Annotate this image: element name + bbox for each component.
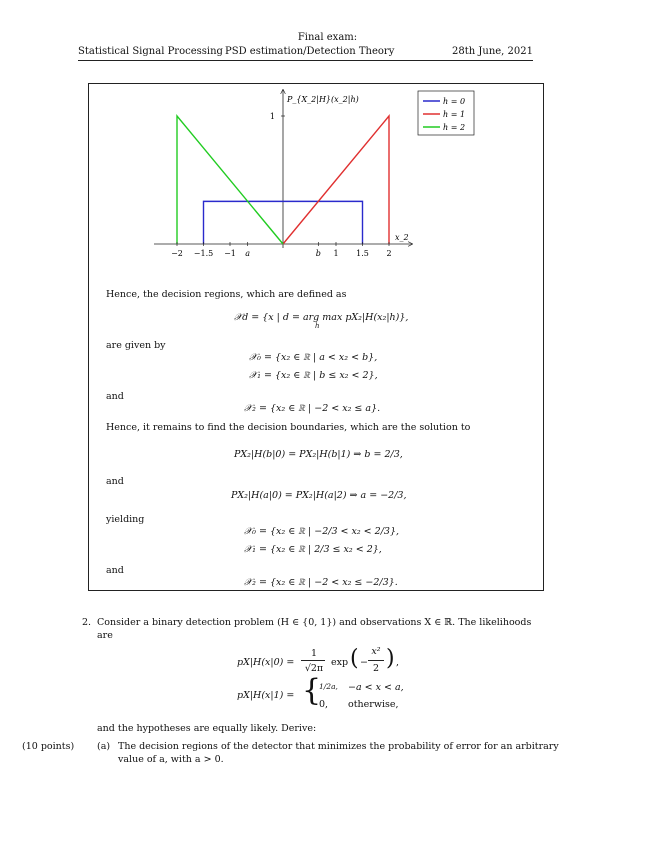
chart-axes <box>154 90 412 248</box>
region-x0: 𝒳₀ = {x₂ ∈ ℝ | a < x₂ < b}, <box>249 352 378 363</box>
legend-label-2: h = 2 <box>443 123 466 132</box>
likelihood1-lhs: pX|H(x|1) = <box>237 690 295 701</box>
equally-likely-text: and the hypotheses are equally likely. Derive: <box>97 723 317 734</box>
case2-condition: otherwise, <box>348 699 399 710</box>
paren-right: ) <box>386 646 395 671</box>
course-name: Statistical Signal Processing <box>78 46 223 57</box>
given-by-text: are given by <box>106 340 166 351</box>
x-tick-label: a <box>245 249 251 258</box>
yielding-text: yielding <box>106 514 145 525</box>
case1-condition: −a < x < a, <box>348 682 404 693</box>
x-tick-label: −1.5 <box>193 249 214 258</box>
likelihood0-inner-bar <box>368 660 384 661</box>
y-axis-label: P_{X_2|H}(x_2|h) <box>287 95 359 104</box>
x-tick-label: −2 <box>171 249 183 258</box>
region-x1: 𝒳₁ = {x₂ ∈ ℝ | b ≤ x₂ < 2}, <box>249 370 378 381</box>
legend-label-1: h = 1 <box>443 110 466 119</box>
points-label: (10 points) <box>22 741 75 752</box>
exam-topic: PSD estimation/Detection Theory <box>225 46 395 57</box>
likelihood0-frac-num: 1 <box>310 648 318 659</box>
minus-sign: − <box>360 657 368 668</box>
part-a-line2: value of a, with a > 0. <box>118 754 224 765</box>
exam-title: Final exam: <box>297 32 358 43</box>
problem-number: 2. <box>82 617 92 628</box>
part-a-line1: The decision regions of the detector that minimizes the probability of error for an arbitrary <box>118 741 559 752</box>
remains-text: Hence, it remains to find the decision boundaries, which are the solution to <box>106 422 471 433</box>
likelihood0-exp: exp <box>331 657 349 668</box>
series-line-1 <box>283 116 389 244</box>
series-line-2 <box>177 116 283 244</box>
likelihood0-inner-den: 2 <box>372 663 380 674</box>
decision-region-definition: 𝒳d = {x | d = arg max pX₂|H(x₂|h)}, <box>234 312 409 323</box>
paren-left: ( <box>350 646 359 671</box>
likelihood0-lhs: pX|H(x|0) = <box>237 657 295 668</box>
final-region-x0: 𝒳₀ = {x₂ ∈ ℝ | −2/3 < x₂ < 2/3}, <box>244 526 400 537</box>
header-row <box>78 46 533 60</box>
solution-intro: Hence, the decision regions, which are defined as <box>106 289 347 300</box>
and-text-1: and <box>106 391 124 402</box>
x-tick-label: −1 <box>224 249 236 258</box>
cases-brace: { <box>302 673 322 708</box>
x-tick-label: 1 <box>333 249 339 258</box>
comma: , <box>396 657 400 668</box>
region-x2: 𝒳₂ = {x₂ ∈ ℝ | −2 < x₂ ≤ a}. <box>244 403 381 414</box>
argmax-subscript: h <box>315 322 320 330</box>
final-region-x1: 𝒳₁ = {x₂ ∈ ℝ | 2/3 ≤ x₂ < 2}, <box>244 544 382 555</box>
boundary-b-equation: PX₂|H(b|0) = PX₂|H(b|1) ⇒ b = 2/3, <box>234 449 403 460</box>
part-a-label: (a) <box>97 741 111 752</box>
likelihood0-frac-bar <box>301 660 325 661</box>
header-rule <box>78 60 533 61</box>
y-tick-label: 1 <box>269 112 275 121</box>
and-text-2: and <box>106 476 124 487</box>
and-text-3: and <box>106 565 124 576</box>
case1-value: 1/2a, <box>319 682 338 691</box>
x-tick-label: 2 <box>386 249 392 258</box>
likelihood0-inner-num: x² <box>371 646 381 657</box>
case2-value: 0, <box>319 699 329 710</box>
x-axis-label: x_2 <box>395 233 409 242</box>
chart-legend <box>418 91 474 135</box>
exam-date: 28th June, 2021 <box>452 46 533 57</box>
problem-text-line1: Consider a binary detection problem (H ∈ {0, 1}) and observations X ∈ ℝ. The likelihoods <box>97 617 532 628</box>
x-tick-label: 1.5 <box>356 249 369 258</box>
boundary-a-equation: PX₂|H(a|0) = PX₂|H(a|2) ⇒ a = −2/3, <box>231 490 407 501</box>
final-region-x2: 𝒳₂ = {x₂ ∈ ℝ | −2 < x₂ ≤ −2/3}. <box>244 577 398 588</box>
problem-text-line2: are <box>97 630 113 641</box>
legend-label-0: h = 0 <box>443 97 466 106</box>
x-tick-label: b <box>315 249 321 258</box>
likelihood-chart <box>140 86 500 266</box>
likelihood0-frac-den: √2π <box>304 663 324 674</box>
